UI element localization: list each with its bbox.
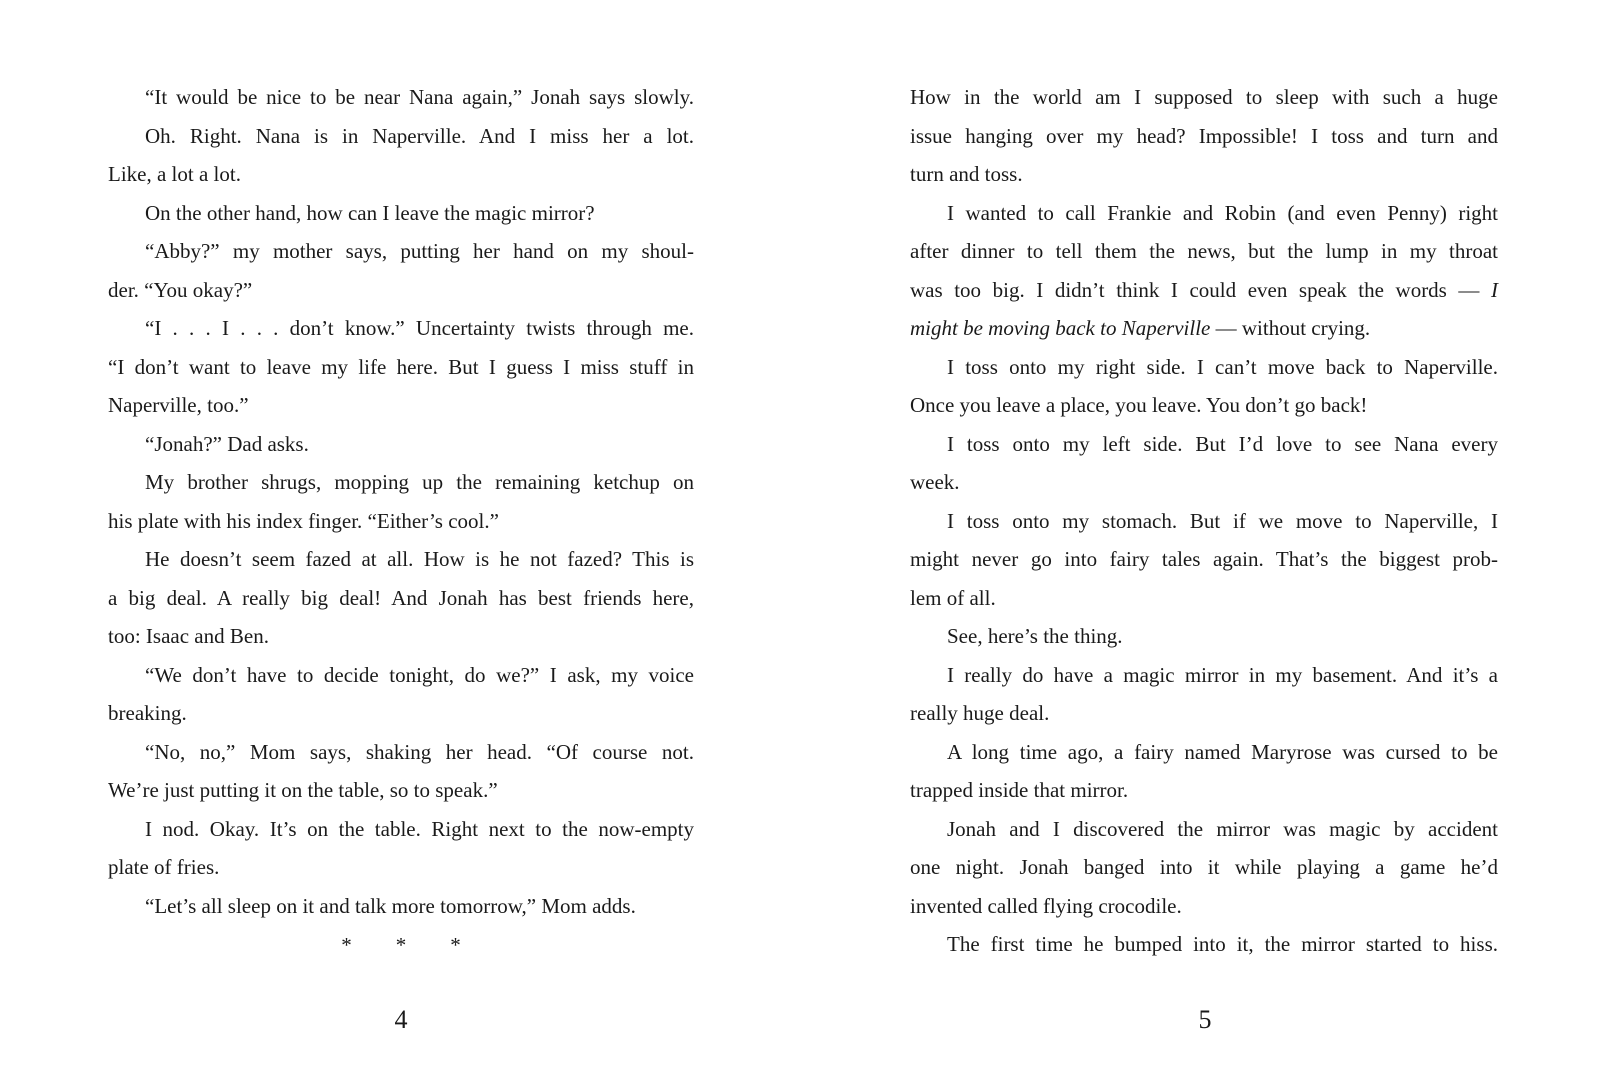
text-line: The first time he bumped into it, the mirror started to hiss.	[947, 932, 1498, 956]
text-line: I wanted to call Frankie and Robin (and even Penny) right	[947, 200, 1498, 225]
italic-text: might be moving back to Naperville	[910, 316, 1211, 340]
text-line: der. “You okay?”	[108, 277, 253, 302]
text-line: We’re just putting it on the table, so to speak.”	[108, 778, 498, 802]
text-line: week.	[910, 470, 960, 494]
text-line: lem of all.	[910, 585, 996, 610]
text-line: issue hanging over my head? Impossible! I toss and turn and	[910, 123, 1498, 148]
text-line: “I . . . I . . . don’t know.” Uncertainty twists through me.	[145, 316, 694, 340]
text-line: “Jonah?” Dad asks.	[145, 431, 309, 456]
text-line: Once you leave a place, you leave. You don’t go back!	[910, 393, 1368, 417]
right-page	[910, 78, 1498, 964]
text-line: On the other hand, how can I leave the magic mirror?	[145, 200, 595, 225]
text-line: invented called flying crocodile.	[910, 893, 1182, 918]
page-number-left: 4	[394, 1005, 408, 1034]
text-line: his plate with his index finger. “Either’s cool.”	[108, 508, 499, 533]
asterisk: *	[450, 933, 461, 957]
text-line: “We don’t have to decide tonight, do we?” I ask, my voice	[145, 662, 694, 687]
left-page	[108, 78, 694, 965]
text-line: “I don’t want to leave my life here. But I guess I miss stuff in	[108, 354, 694, 379]
text-line: “It would be nice to be near Nana again,” Jonah says slowly.	[145, 85, 694, 109]
text-line: My brother shrugs, mopping up the remaining ketchup on	[145, 470, 694, 494]
text-line: Jonah and I discovered the mirror was magic by accident	[947, 816, 1498, 841]
text-line: might never go into fairy tales again. That’s the biggest prob-	[910, 547, 1498, 571]
text-line	[910, 309, 1498, 348]
text-line: See, here’s the thing.	[947, 624, 1123, 648]
asterisk: *	[341, 933, 352, 957]
text-line: “Abby?” my mother says, putting her hand on my shoul-	[145, 239, 694, 263]
text-line: trapped inside that mirror.	[910, 778, 1129, 802]
text-line: A long time ago, a fairy named Maryrose was cursed to be	[947, 739, 1498, 764]
page-number-right: 5	[1198, 1005, 1212, 1034]
text-line: How in the world am I supposed to sleep with such a huge	[910, 85, 1498, 109]
text-line: I toss onto my right side. I can’t move back to Naperville.	[947, 354, 1498, 379]
asterisk: *	[395, 933, 407, 957]
text-line: He doesn’t seem fazed at all. How is he not fazed? This is	[145, 547, 694, 571]
text-line: one night. Jonah banged into it while playing a game he’d	[910, 855, 1498, 879]
text-line: I toss onto my left side. But I’d love to see Nana every	[947, 431, 1498, 456]
text-line: turn and toss.	[910, 162, 1023, 186]
text-line: too: Isaac and Ben.	[108, 624, 269, 648]
text-line: “No, no,” Mom says, shaking her head. “Of course not.	[145, 739, 694, 764]
text-line: “Let’s all sleep on it and talk more tomorrow,” Mom adds.	[145, 893, 636, 918]
text-line: Naperville, too.”	[108, 393, 249, 417]
line-text: — without crying.	[1210, 316, 1371, 340]
text-line: a big deal. A really big deal! And Jonah has best friends here,	[108, 585, 694, 610]
scene-break	[108, 925, 694, 965]
text-line: I nod. Okay. It’s on the table. Right next to the now-empty	[145, 816, 694, 841]
text-line: really huge deal.	[910, 701, 1050, 725]
text-line: breaking.	[108, 701, 187, 725]
text-line: Like, a lot a lot.	[108, 162, 241, 186]
text-line: plate of fries.	[108, 855, 220, 879]
text-line: I really do have a magic mirror in my basement. And it’s a	[947, 662, 1498, 687]
text-line: Oh. Right. Nana is in Naperville. And I miss her a lot.	[145, 123, 694, 148]
line-text: was too big. I didn’t think I could even speak the words —	[910, 277, 1491, 302]
text-line: after dinner to tell them the news, but the lump in my throat	[910, 239, 1498, 263]
text-line: I toss onto my stomach. But if we move to Naperville, I	[947, 508, 1498, 533]
text-line	[910, 271, 1498, 310]
italic-text: I	[1491, 277, 1498, 302]
